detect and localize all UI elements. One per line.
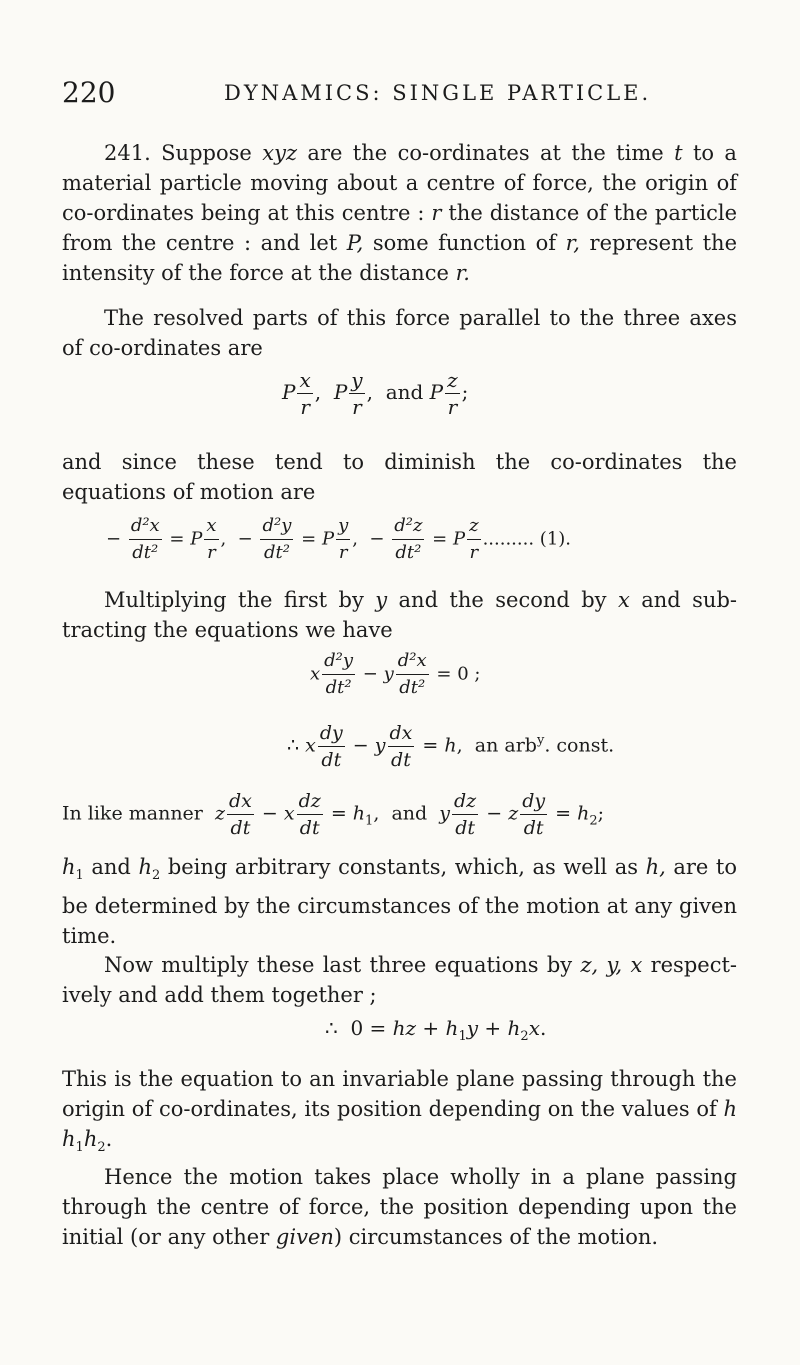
equation-plane: ∴ 0 = hz + $h_1y + h_2x$. [325,1016,547,1044]
paragraph-conclusion: Hence the motion takes place wholly in a plane passing through the centre of force, the position depending upon the initial (or any other given) circumstances of the motion. [62,1165,737,1249]
paragraph-intro: 241. Suppose xyz are the co-ordinates at the time t to a material particle moving about a centre of force, the origin of co-ordinates being at this centre : r the distance of the particle from the centre : and let P, some function of r, represent the intensity of the force at the distance r. [62,141,738,285]
paragraph-constants: $h_1$ and $h_2$ being arbitrary constants, which, as well as h, are to be determined by the circumstances of the motion at any given time. [62,855,737,949]
paragraph-invariable-plane: This is the equation to an invariable plane passing through the origin of co-ordinates, its position depending on the values of h $h_1h_2$. [62,1067,737,1156]
equation-like-manner: In like manner z $\frac{dx}{dt}$ − x $\frac{dz}{dt}$ = $h_1$, and y $\frac{dz}{dt}$ − z $\frac{dy}{dt}$ = $h_2$; [62,790,605,839]
equation-integral-h: ∴ x $\frac{dy}{dt}$ − y $\frac{dx}{dt}$ = h, an arb$^y$. const. [287,722,615,771]
paragraph-multiply: Now multiply these last three equations by z, y, x respect-ively and add them together ; [62,953,738,1007]
equation-label: (1). [539,528,572,550]
equation-motion: − $\frac{\text{d²x}}{\text{dt²}}$ = P $\frac{x}{r}$ , − $\frac{\text{d²y}}{\text{dt²}}$ = P $\frac{y}{r}$ , − $\frac{\text{d²z}}{\text{dt²}}$ = P $\frac{z}{r}$ ......... (1). [106,515,572,563]
section-number: 241. [104,141,151,165]
page-number: 220 [62,76,116,109]
paragraph-multiplying: Multiplying the first by y and the second by x and sub-tracting the equations we have [62,588,737,642]
equation-difference: x $\frac{\text{d²y}}{\text{dt²}}$ − y $\frac{\text{d²x}}{\text{dt²}}$ = 0 ; [310,650,481,698]
equation-resolved-parts: P $\frac{x}{r}$ , P $\frac{y}{r}$ , and P $\frac{z}{r}$ ; [282,368,469,419]
paragraph-resolved: The resolved parts of this force parallel to the three axes of co-ordinates are [62,306,737,360]
running-title: DYNAMICS: SINGLE PARTICLE. [224,81,652,105]
page-header [62,76,738,116]
paragraph-since: and since these tend to diminish the co-ordinates the equations of motion are [62,450,737,504]
